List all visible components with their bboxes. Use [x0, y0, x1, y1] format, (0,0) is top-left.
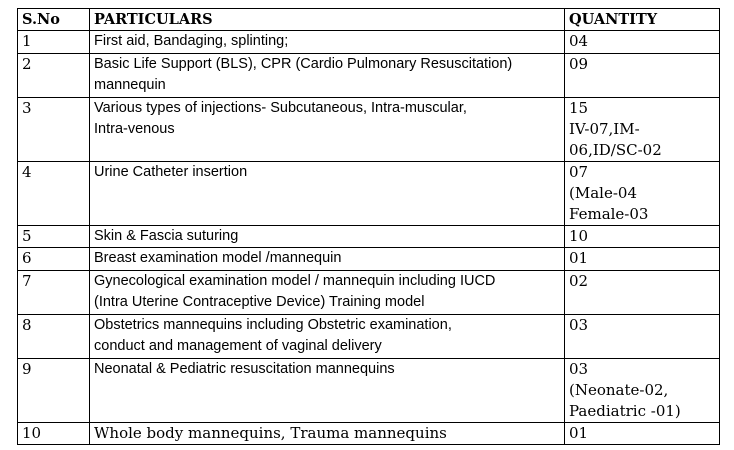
row-particulars [90, 53, 565, 97]
row-quantity [565, 225, 720, 248]
row-sno: 8 [18, 314, 90, 358]
quantity-line: 01 [569, 249, 589, 267]
table-row [18, 53, 720, 97]
row-particulars [90, 31, 565, 54]
table-row [18, 248, 720, 271]
row-particulars [90, 161, 565, 225]
particulars-line: conduct and management of vaginal delivery [94, 338, 382, 354]
header-particulars: PARTICULARS [90, 9, 565, 31]
quantity-line: 03 [569, 315, 589, 334]
row-sno: 6 [18, 248, 90, 271]
table-row [18, 97, 720, 161]
row-particulars [90, 422, 565, 444]
particulars-line: Skin & Fascia suturing [94, 227, 239, 244]
row-sno: 5 [18, 225, 90, 248]
row-quantity [565, 358, 720, 422]
quantity-line: 03 [569, 359, 589, 378]
quantity-line: IV-07,IM- [569, 119, 640, 138]
particulars-line: (Intra Uterine Contraceptive Device) Training model [94, 294, 425, 310]
header-sno: S.No [18, 9, 90, 31]
quantity-line: (Neonate-02, [569, 380, 669, 399]
row-quantity [565, 53, 720, 97]
quantity-line: 02 [569, 271, 589, 290]
quantity-line: 09 [569, 54, 589, 73]
header-quantity: QUANTITY [565, 9, 720, 31]
row-particulars [90, 225, 565, 248]
row-particulars [90, 270, 565, 314]
particulars-line: Various types of injections- Subcutaneous, Intra-muscular, [94, 99, 467, 116]
quantity-line: 15 [569, 98, 589, 117]
row-sno: 10 [18, 422, 90, 444]
row-quantity [565, 248, 720, 271]
particulars-table [17, 8, 720, 445]
particulars-line: Obstetrics mannequins including Obstetric examination, [94, 316, 452, 333]
table-row [18, 270, 720, 314]
table-row [18, 225, 720, 248]
row-sno: 9 [18, 358, 90, 422]
row-particulars [90, 97, 565, 161]
row-particulars [90, 314, 565, 358]
header-row [18, 9, 720, 31]
table-row [18, 161, 720, 225]
particulars-line: Whole body mannequins, Trauma mannequins [94, 423, 447, 442]
row-particulars [90, 248, 565, 271]
row-sno: 3 [18, 97, 90, 161]
particulars-line: Gynecological examination model / mannequin including IUCD [94, 272, 496, 289]
quantity-line: (Male-04 [569, 183, 637, 202]
quantity-line: 04 [569, 32, 589, 50]
particulars-line: Basic Life Support (BLS), CPR (Cardio Pulmonary Resuscitation) [94, 55, 513, 72]
row-sno: 2 [18, 53, 90, 97]
table-row [18, 31, 720, 54]
particulars-line: Neonatal & Pediatric resuscitation mannequins [94, 360, 395, 377]
row-quantity [565, 270, 720, 314]
particulars-line: mannequin [94, 77, 166, 93]
quantity-line: 10 [569, 226, 589, 245]
row-quantity [565, 31, 720, 54]
particulars-line: Breast examination model /mannequin [94, 250, 342, 266]
particulars-line: Urine Catheter insertion [94, 163, 248, 180]
row-quantity [565, 161, 720, 225]
quantity-line: 07 [569, 162, 589, 181]
row-particulars [90, 358, 565, 422]
table-row [18, 314, 720, 358]
particulars-line: Intra-venous [94, 121, 175, 137]
quantity-line: 01 [569, 423, 589, 442]
row-sno: 7 [18, 270, 90, 314]
table-row [18, 422, 720, 444]
row-sno: 4 [18, 161, 90, 225]
quantity-line: Female-03 [569, 204, 649, 223]
row-sno: 1 [18, 31, 90, 54]
particulars-line: First aid, Bandaging, splinting; [94, 33, 289, 49]
quantity-line: 06,ID/SC-02 [569, 140, 662, 159]
row-quantity [565, 422, 720, 444]
table-row [18, 358, 720, 422]
row-quantity [565, 314, 720, 358]
quantity-line: Paediatric -01) [569, 401, 681, 420]
row-quantity [565, 97, 720, 161]
